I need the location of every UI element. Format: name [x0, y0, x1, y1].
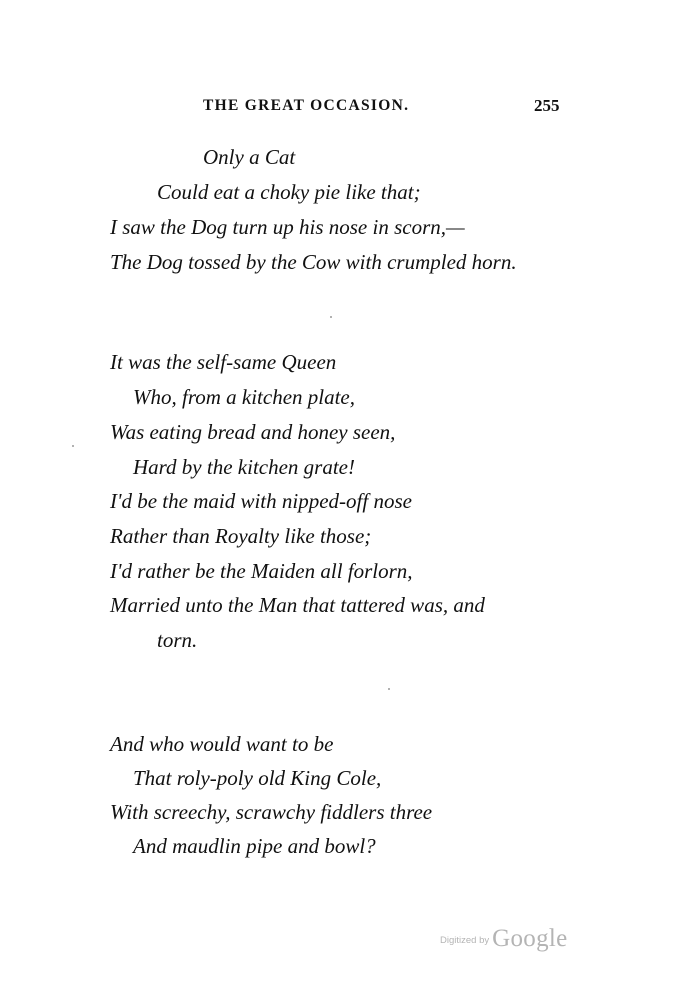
watermark-prefix: Digitized by [440, 935, 490, 946]
poem-line: Hard by the kitchen grate! [133, 455, 355, 479]
poem-line: With screechy, scrawchy fiddlers three [110, 800, 433, 824]
poem-line: Only a Cat [203, 145, 296, 169]
poem-line: Who, from a kitchen plate, [133, 385, 356, 409]
poem-line: It was the self-same Queen [110, 350, 337, 374]
scan-speck [72, 445, 74, 447]
poem-line: That roly-poly old King Cole, [133, 766, 382, 790]
poem-line: Rather than Royalty like those; [110, 524, 372, 548]
poem-line: Could eat a choky pie like that; [157, 180, 421, 204]
digitized-by-google-watermark [440, 925, 568, 953]
poem-line: torn. [157, 628, 198, 652]
poem-line: And maudlin pipe and bowl? [133, 834, 376, 858]
poem-line: I'd rather be the Maiden all forlorn, [110, 559, 413, 583]
poem-line: And who would want to be [110, 732, 334, 756]
poem-line: I saw the Dog turn up his nose in scorn,— [110, 215, 465, 239]
scan-speck [330, 316, 332, 318]
google-logo: Google [492, 925, 568, 952]
running-title: THE GREAT OCCASION. [203, 97, 410, 114]
poem-line: Married unto the Man that tattered was, and [110, 593, 485, 617]
page-number: 255 [534, 96, 560, 115]
scan-speck [388, 688, 390, 690]
poem-line: The Dog tossed by the Cow with crumpled horn. [110, 250, 517, 274]
poem-line: I'd be the maid with nipped-off nose [110, 489, 412, 513]
poem-line: Was eating bread and honey seen, [110, 420, 396, 444]
